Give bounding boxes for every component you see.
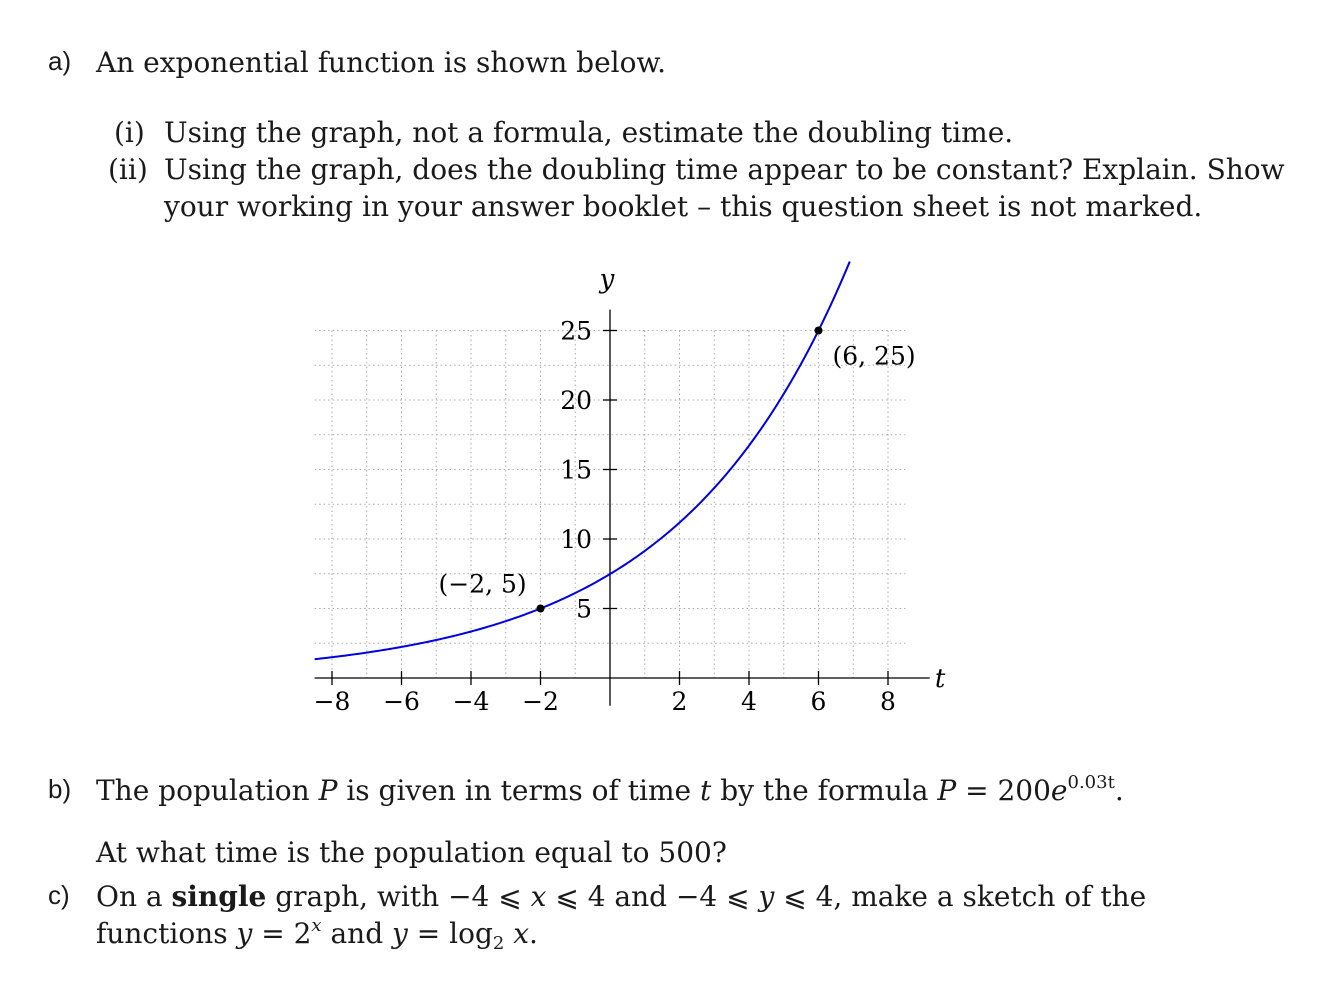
item-ii-text-line2: your working in your answer booklet – this question sheet is not marked.: [164, 190, 1203, 223]
f2-var: y: [392, 917, 408, 950]
f1-and: and: [330, 917, 384, 950]
formula-base: e: [1050, 774, 1068, 807]
data-point: [815, 327, 823, 335]
part-a-intro: An exponential function is shown below.: [96, 46, 667, 79]
x-tick-label: −2: [522, 687, 559, 716]
part-c-text4: ⩽ 4, make a sketch of the: [783, 880, 1147, 913]
part-b-label: b): [48, 774, 72, 804]
f1-exp: x: [311, 915, 322, 936]
f1-eq: = 2: [261, 917, 312, 950]
y-tick-label: 10: [560, 525, 592, 554]
var-y: y: [758, 880, 775, 913]
y-tick-label: 20: [560, 386, 592, 415]
x-tick-label: 6: [810, 687, 827, 716]
part-c-text1: On a: [96, 880, 163, 913]
x-axis-label: t: [934, 664, 946, 694]
var-P: P: [318, 774, 338, 807]
item-i-number: (i): [114, 116, 145, 149]
formula-end: .: [1114, 774, 1124, 807]
part-b-text: [96, 774, 1124, 808]
data-point: [537, 605, 545, 613]
part-a-label: a): [48, 46, 72, 76]
part-c-line2-pre: functions: [96, 917, 228, 950]
formula-lhs: P: [937, 774, 957, 807]
var-t: t: [700, 774, 712, 807]
part-c-text3: ⩽ 4 and −4 ⩽: [555, 880, 750, 913]
part-b-text-mid1: is given in terms of time: [346, 774, 692, 807]
part-b-text-pre: The population: [96, 774, 310, 807]
item-ii-text-line1: Using the graph, does the doubling time appear to be constant? Explain. Show: [164, 153, 1285, 186]
chart-points: [439, 327, 916, 613]
item-ii-number: (ii): [108, 153, 148, 186]
f1-var: y: [236, 917, 253, 950]
x-tick-label: −4: [452, 687, 490, 716]
part-c-label: c): [48, 880, 70, 910]
chart-ticks: [314, 317, 896, 717]
y-axis-label: y: [599, 264, 615, 295]
f2-sub: 2: [492, 933, 505, 954]
point-label: (−2, 5): [438, 569, 527, 599]
y-tick-label: 25: [560, 316, 592, 346]
part-c-line1: [96, 880, 1146, 914]
part-c-bold-word: single: [171, 880, 267, 913]
formula-exponent: 0.03t: [1067, 772, 1115, 793]
point-label: (6, 25): [832, 341, 916, 371]
x-tick-label: 8: [880, 687, 896, 716]
x-tick-label: −8: [313, 687, 351, 716]
f2-arg: x: [513, 917, 530, 950]
f2-end: .: [529, 917, 538, 950]
part-c-text2: graph, with −4 ⩽: [275, 880, 522, 913]
item-i-text: Using the graph, not a formula, estimate the doubling time.: [164, 116, 1014, 149]
x-tick-label: −6: [383, 687, 420, 716]
part-b-text-mid2: by the formula: [720, 774, 929, 807]
part-b-question: At what time is the population equal to 500?: [96, 836, 727, 869]
formula-eq: = 200: [965, 774, 1051, 807]
y-tick-label: 15: [560, 455, 592, 485]
x-tick-label: 4: [741, 687, 757, 716]
var-x: x: [530, 880, 547, 913]
f2-eq: = log: [416, 917, 493, 950]
x-tick-label: 2: [671, 687, 688, 716]
part-c-line2: [96, 915, 538, 954]
y-tick-label: 5: [576, 594, 592, 624]
